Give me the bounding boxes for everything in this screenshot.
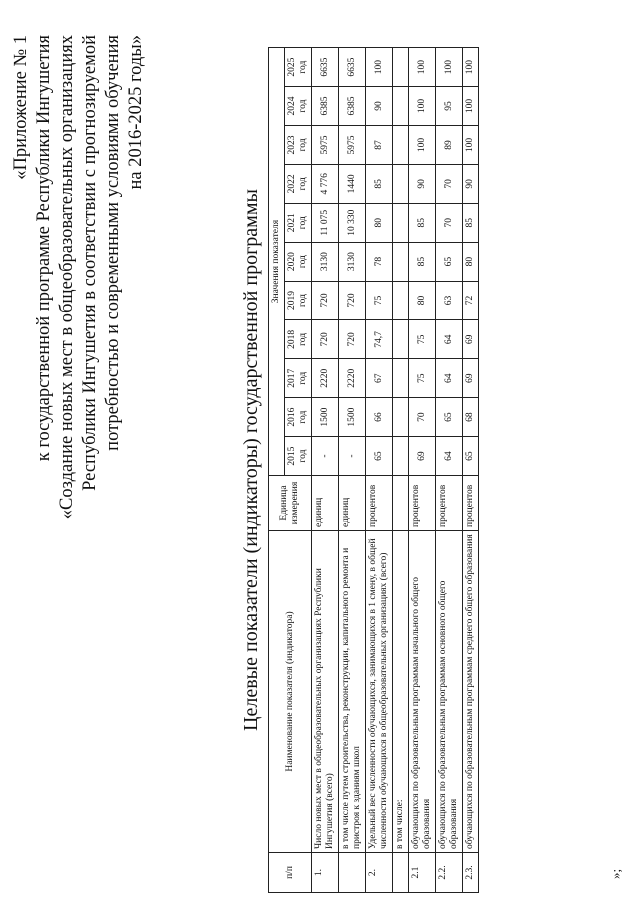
table-row: [312, 48, 339, 893]
indicator-value: -: [312, 437, 339, 476]
indicator-value: 70: [436, 203, 463, 242]
indicator-value: 70: [436, 164, 463, 203]
indicator-value: 11 075: [312, 203, 339, 242]
indicator-value: 63: [436, 281, 463, 320]
indicator-value: 5975: [312, 125, 339, 164]
indicator-value: 95: [436, 87, 463, 126]
indicator-unit: единиц: [339, 476, 366, 531]
indicator-name: Число новых мест в общеобразовательных организациях Республики Ингушетия (всего): [312, 531, 339, 853]
closing-quote-mark: »;: [608, 868, 623, 879]
table-row: [366, 48, 393, 893]
indicator-value: 75: [409, 320, 436, 359]
indicator-value: 100: [409, 87, 436, 126]
header-num: п/п: [269, 853, 312, 893]
indicator-value: 74,7: [366, 320, 393, 359]
indicator-value: 6635: [312, 48, 339, 87]
indicator-value: 80: [366, 203, 393, 242]
indicator-value: 720: [312, 320, 339, 359]
header-line: потребностью и современными условиями обучения: [103, 35, 123, 451]
indicator-value: 6385: [339, 87, 366, 126]
year-header: 2017 год: [285, 359, 312, 398]
indicator-value: 85: [409, 203, 436, 242]
indicator-value: [393, 320, 409, 359]
table-header-row: [269, 48, 285, 893]
table-body: [312, 48, 479, 893]
indicator-value: 75: [409, 359, 436, 398]
indicator-unit: процентов: [463, 476, 479, 531]
indicator-value: [393, 87, 409, 126]
indicator-value: 100: [436, 48, 463, 87]
header-line: «Создание новых мест в общеобразовательных организациях: [57, 35, 77, 520]
year-header: 2021 год: [285, 203, 312, 242]
indicator-value: [393, 398, 409, 437]
indicator-name: в том числе путем строительства, реконструкции, капитального ремонта и пристроя к зданиям школ: [339, 531, 366, 853]
indicator-value: 70: [409, 398, 436, 437]
indicator-value: [393, 164, 409, 203]
indicator-value: 3130: [339, 242, 366, 281]
indicator-value: 65: [436, 398, 463, 437]
header-values: Значения показателя: [269, 48, 285, 476]
indicator-value: 89: [436, 125, 463, 164]
indicator-value: 100: [409, 125, 436, 164]
header-name: Наименование показателя (индикатора): [269, 531, 312, 853]
header-unit: Единица измерения: [269, 476, 312, 531]
indicator-value: 64: [436, 437, 463, 476]
row-number: 2.2.: [436, 853, 463, 893]
indicator-name: в том числе:: [393, 531, 409, 853]
indicator-name: обучающихся по образовательным программам среднего общего образования: [463, 531, 479, 853]
year-header: 2025 год: [285, 48, 312, 87]
table-row: [409, 48, 436, 893]
year-header: 2023 год: [285, 125, 312, 164]
year-header: 2024 год: [285, 87, 312, 126]
indicator-value: 69: [463, 320, 479, 359]
indicator-unit: единиц: [312, 476, 339, 531]
table-row: [463, 48, 479, 893]
header-line: к государственной программе Республики Ингушетия: [34, 35, 54, 462]
indicator-value: 1500: [312, 398, 339, 437]
indicator-value: [393, 48, 409, 87]
indicator-value: 4 776: [312, 164, 339, 203]
header-line: на 2016-2025 годы»: [126, 35, 146, 190]
indicator-value: 78: [366, 242, 393, 281]
indicator-value: 80: [463, 242, 479, 281]
indicator-value: 2220: [339, 359, 366, 398]
indicator-value: 720: [339, 281, 366, 320]
indicator-value: 65: [366, 437, 393, 476]
row-number: [339, 853, 366, 893]
indicator-name: обучающихся по образовательным программам основного общего образования: [436, 531, 463, 853]
header-line: Республики Ингушетия в соответствии с прогнозируемой: [80, 35, 100, 491]
indicator-value: 72: [463, 281, 479, 320]
indicator-unit: процентов: [366, 476, 393, 531]
indicator-unit: процентов: [436, 476, 463, 531]
indicator-value: 65: [463, 437, 479, 476]
indicator-value: 90: [366, 87, 393, 126]
year-header: 2022 год: [285, 164, 312, 203]
indicator-name: Удельный вес численности обучающихся, занимающихся в 1 смену, в общей численности обучающихся в общеобразовательных организациях (всего): [366, 531, 393, 853]
indicator-value: 69: [409, 437, 436, 476]
indicator-value: 64: [436, 359, 463, 398]
indicator-value: 100: [463, 87, 479, 126]
indicator-value: [393, 242, 409, 281]
row-number: 2.1: [409, 853, 436, 893]
indicators-table: [268, 47, 479, 893]
indicator-value: [393, 359, 409, 398]
indicator-value: 5975: [339, 125, 366, 164]
year-header: 2018 год: [285, 320, 312, 359]
indicator-value: 85: [366, 164, 393, 203]
indicator-value: 100: [463, 125, 479, 164]
indicator-value: [393, 437, 409, 476]
table-row: [339, 48, 366, 893]
indicator-value: [393, 281, 409, 320]
row-number: 2.: [366, 853, 393, 893]
indicator-value: 2220: [312, 359, 339, 398]
indicator-value: 90: [409, 164, 436, 203]
indicator-value: 66: [366, 398, 393, 437]
year-header: 2019 год: [285, 281, 312, 320]
indicator-value: 67: [366, 359, 393, 398]
table-row: [436, 48, 463, 893]
indicator-value: 100: [463, 48, 479, 87]
indicator-value: 80: [409, 281, 436, 320]
indicator-value: 65: [436, 242, 463, 281]
indicator-value: 100: [409, 48, 436, 87]
indicator-value: 1440: [339, 164, 366, 203]
year-header: 2020 год: [285, 242, 312, 281]
year-header: 2015 год: [285, 437, 312, 476]
indicator-value: 68: [463, 398, 479, 437]
year-header: 2016 год: [285, 398, 312, 437]
indicator-value: 64: [436, 320, 463, 359]
indicator-value: 90: [463, 164, 479, 203]
indicator-value: 3130: [312, 242, 339, 281]
header-line: «Приложение № 1: [11, 35, 31, 180]
indicator-unit: процентов: [409, 476, 436, 531]
indicator-value: 720: [312, 281, 339, 320]
page-title: Целевые показатели (индикаторы) государственной программы: [240, 189, 262, 731]
indicator-name: обучающихся по образовательным программам начального общего образования: [409, 531, 436, 853]
row-number: 1.: [312, 853, 339, 893]
table-row: [393, 48, 409, 893]
indicator-value: [393, 125, 409, 164]
indicator-value: 6635: [339, 48, 366, 87]
indicator-value: 87: [366, 125, 393, 164]
indicator-value: [393, 203, 409, 242]
indicator-value: 69: [463, 359, 479, 398]
indicator-value: 720: [339, 320, 366, 359]
indicator-value: 6385: [312, 87, 339, 126]
indicator-value: 85: [409, 242, 436, 281]
indicator-value: 1500: [339, 398, 366, 437]
indicator-value: 10 330: [339, 203, 366, 242]
appendix-header: [10, 35, 148, 690]
row-number: 2.3.: [463, 853, 479, 893]
indicator-value: -: [339, 437, 366, 476]
indicator-value: 75: [366, 281, 393, 320]
row-number: [393, 853, 409, 893]
indicator-value: 85: [463, 203, 479, 242]
indicator-unit: [393, 476, 409, 531]
indicator-value: 100: [366, 48, 393, 87]
